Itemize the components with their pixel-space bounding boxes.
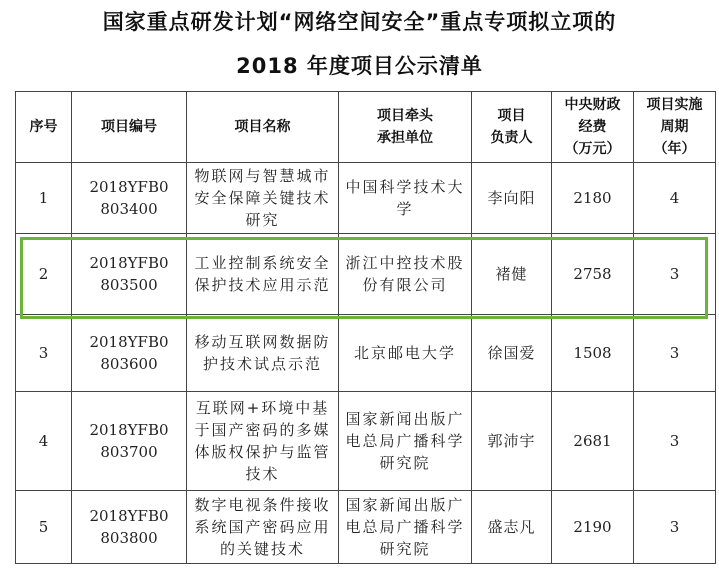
table-row [16,234,716,315]
cell-seq: 2 [16,234,72,315]
cell-lead-unit: 国家新闻出版广电总局广播科学研究院 [339,491,472,564]
cell-code: 2018YFB0 803600 [72,315,187,392]
cell-project-name: 移动互联网数据防护技术试点示范 [187,315,339,392]
cell-period: 3 [634,315,716,392]
cell-project-name: 物联网与智慧城市安全保障关键技术研究 [187,163,339,234]
cell-seq: 4 [16,392,72,491]
cell-code: 2018YFB0 803500 [72,234,187,315]
cell-seq: 1 [16,163,72,234]
cell-project-name: 数字电视条件接收系统国产密码应用的关键技术 [187,491,339,564]
header-period: 项目实施 周期 （年） [634,92,716,163]
header-seq: 序号 [16,92,72,163]
document-title-line-2: 2018 年度项目公示清单 [236,54,483,78]
cell-funds: 1508 [552,315,634,392]
cell-lead-unit: 中国科学技术大学 [339,163,472,234]
header-unit: 项目牵头 承担单位 [339,92,472,163]
cell-project-name: 互联网+环境中基于国产密码的多媒体版权保护与监管技术 [187,392,339,491]
header-funds: 中央财政 经费 （万元） [552,92,634,163]
cell-project-name: 工业控制系统安全保护技术应用示范 [187,234,339,315]
cell-project-leader: 褚健 [472,234,552,315]
cell-funds: 2190 [552,491,634,564]
cell-project-leader: 盛志凡 [472,491,552,564]
table-row [16,491,716,564]
cell-period: 4 [634,163,716,234]
cell-lead-unit: 北京邮电大学 [339,315,472,392]
table-header-row [16,92,716,163]
header-code: 项目编号 [72,92,187,163]
document-title-line-1: 国家重点研发计划“网络空间安全”重点专项拟立项的 [102,10,617,34]
table-row [16,163,716,234]
cell-period: 3 [634,491,716,564]
header-person: 项目 负责人 [472,92,552,163]
cell-lead-unit: 国家新闻出版广电总局广播科学研究院 [339,392,472,491]
cell-code: 2018YFB0 803700 [72,392,187,491]
cell-lead-unit: 浙江中控技术股份有限公司 [339,234,472,315]
project-list-table [15,91,716,564]
cell-period: 3 [634,234,716,315]
cell-funds: 2180 [552,163,634,234]
table-row [16,315,716,392]
cell-code: 2018YFB0 803800 [72,491,187,564]
cell-seq: 3 [16,315,72,392]
cell-project-leader: 李向阳 [472,163,552,234]
cell-period: 3 [634,392,716,491]
cell-project-leader: 郭沛宇 [472,392,552,491]
cell-project-leader: 徐国爱 [472,315,552,392]
cell-code: 2018YFB0 803400 [72,163,187,234]
table-row [16,392,716,491]
cell-seq: 5 [16,491,72,564]
header-name: 项目名称 [187,92,339,163]
cell-funds: 2758 [552,234,634,315]
cell-funds: 2681 [552,392,634,491]
